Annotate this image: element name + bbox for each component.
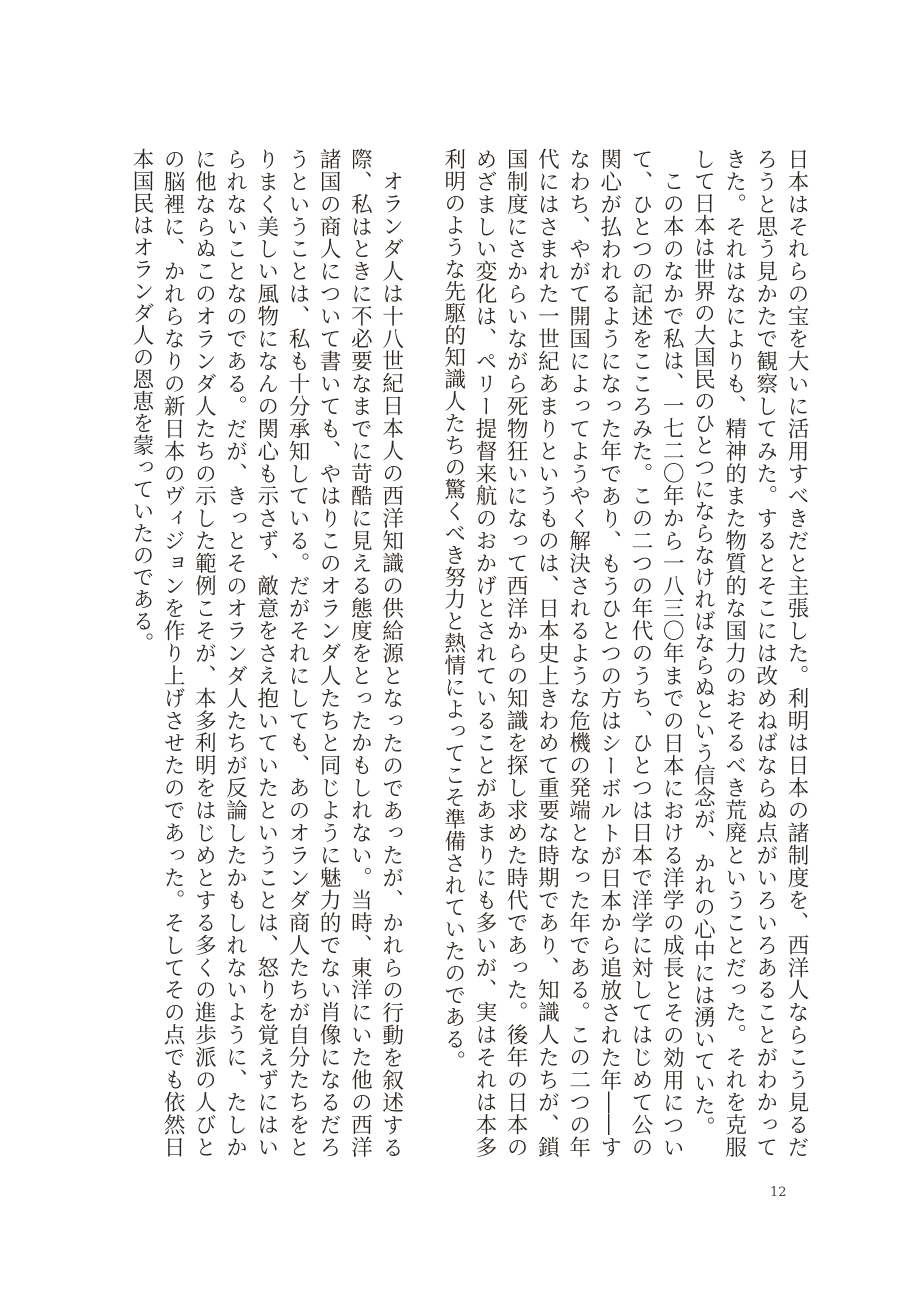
paragraph-1: 日本はそれらの宝を大いに活用すべきだと主張した。利明は日本の諸制度を、西洋人ならこう見るだろうと思う見かたで観察してみた。するとそこには改めねばならぬ点がいろいろあることがわかってきた。それはなによりも、精神的また物質的な国力のおそるべき荒廃ということだった。それを克服して日本は世界の大国民のひとつにならなければならぬという信念が、かれの心中には湧いていた。 — [690, 148, 809, 1158]
paragraph-2: この本のなかで私は、一七二〇年から一八三〇年までの日本における洋学の成長とその効用について、ひとつの記述をこころみた。この二つの年代のうち、ひとつは日本で洋学に対してはじめて公の関心が払われるようになった年であり、もうひとつの方はシーボルトが日本から追放された年――すなわち、やがて開国によってようやく解決されるような危機の発端となった年である。この二つの年代にはさまれた一世紀あまりというものは、日本史上きわめて重要な時期であり、知識人たちが、鎖国制度にさからいながら死物狂いになって西洋からの知識を探し求めた時代であった。後年の日本のめざましい変化は、ペリー提督来航のおかげとされていることがあまりにも多いが、実はそれは本多利明のような先駆的知識人たちの驚くべき努力と熱情によってこそ準備されていたのである。 — [440, 148, 685, 1158]
vertical-text-body — [112, 148, 812, 1158]
paragraph-3: オランダ人は十八世紀日本人の西洋知識の供給源となったのであったが、かれらの行動を叙述する際、私はときに不必要なまでに苛酷に見える態度をとったかもしれない。当時、東洋にいた他の西洋諸国の商人について書いても、やはりこのオランダ人たちと同じように魅力的でない肖像になるだろうということは、私も十分承知している。だがそれにしても、あのオランダ商人たちが自分たちをとりまく美しい風物になんの関心も示さず、敵意をさえ抱いていたということは、怒りを覚えずにはいられないことなのである。だが、きっとそのオランダ人たちが反論したかもしれないように、たしかに他ならぬこのオランダ人たちの示した範例こそが、本多利明をはじめとする多くの進歩派の人びとの脳裡に、かれらなりの新日本のヴィジョンを作り上げさせたのであった。そしてその点でも依然日本国民はオランダ人の恩恵を蒙っていたのである。 — [128, 148, 404, 1158]
page-number: 12 — [770, 1185, 787, 1200]
